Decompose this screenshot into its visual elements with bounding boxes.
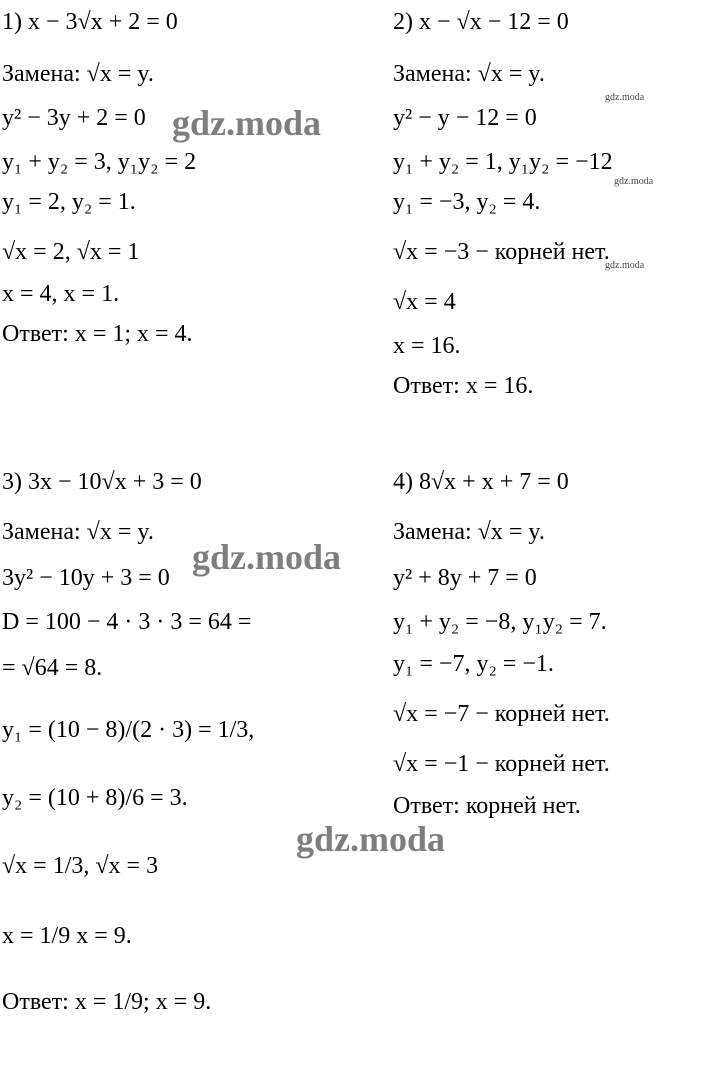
watermark-1: gdz.moda (172, 103, 322, 143)
problem-4-line-6: √x = −7 − корней нет. (393, 701, 610, 727)
problem-3-line-3: 3y² − 10y + 3 = 0 (2, 565, 170, 591)
problem-1-line-3: y² − 3y + 2 = 0 (2, 105, 146, 131)
problem-2-line-9: Ответ: x = 16. (393, 373, 534, 399)
problem-4-line-4: y₁ + y₂ = −8, y₁y₂ = 7. (393, 609, 607, 635)
problem-2-line-4: y₁ + y₂ = 1, y₁y₂ = −12 (393, 149, 613, 175)
watermark-3: gdz.moda (296, 819, 446, 859)
watermark-small-2: gdz.moda (614, 176, 654, 187)
problem-4-line-3: y² + 8y + 7 = 0 (393, 565, 537, 591)
problem-2-line-8: x = 16. (393, 333, 461, 359)
problem-3-line-9: x = 1/9 x = 9. (2, 923, 132, 949)
problem-4-line-7: √x = −1 − корней нет. (393, 751, 610, 777)
problem-3-line-2: Замена: √x = y. (2, 519, 154, 545)
problem-4-line-5: y₁ = −7, y₂ = −1. (393, 651, 554, 677)
problem-2-line-5: y₁ = −3, y₂ = 4. (393, 189, 541, 215)
problem-1-line-8: Ответ: x = 1; x = 4. (2, 321, 193, 347)
problem-2-line-1: 2) x − √x − 12 = 0 (393, 9, 569, 35)
problem-3-line-10: Ответ: x = 1/9; x = 9. (2, 989, 212, 1015)
problem-2-line-3: y² − y − 12 = 0 (393, 105, 537, 131)
problem-1-line-6: √x = 2, √x = 1 (2, 239, 140, 265)
problem-2-line-6: √x = −3 − корней нет. (393, 239, 610, 265)
problem-2-line-2: Замена: √x = y. (393, 61, 545, 87)
problem-2-line-7: √x = 4 (393, 289, 456, 315)
problem-1-line-5: y₁ = 2, y₂ = 1. (2, 189, 136, 215)
problem-3-line-5: = √64 = 8. (2, 655, 103, 681)
problem-3-line-7: y₂ = (10 + 8)/6 = 3. (2, 785, 188, 811)
problem-3-line-6: y₁ = (10 − 8)/(2 · 3) = 1/3, (2, 717, 255, 743)
problem-4-line-8: Ответ: корней нет. (393, 793, 581, 819)
watermark-2: gdz.moda (192, 537, 342, 577)
watermark-small-3: gdz.moda (605, 260, 645, 271)
problem-4-line-2: Замена: √x = y. (393, 519, 545, 545)
watermark-small-1: gdz.moda (605, 92, 645, 103)
problem-3-line-8: √x = 1/3, √x = 3 (2, 853, 159, 879)
problem-1-line-4: y₁ + y₂ = 3, y₁y₂ = 2 (2, 149, 197, 175)
problem-1-line-7: x = 4, x = 1. (2, 281, 120, 307)
problem-3-line-1: 3) 3x − 10√x + 3 = 0 (2, 469, 202, 495)
problem-1-line-1: 1) x − 3√x + 2 = 0 (2, 9, 178, 35)
problem-3-line-4: D = 100 − 4 · 3 · 3 = 64 = (2, 609, 252, 635)
problem-4-line-1: 4) 8√x + x + 7 = 0 (393, 469, 569, 495)
problem-1-line-2: Замена: √x = y. (2, 61, 154, 87)
